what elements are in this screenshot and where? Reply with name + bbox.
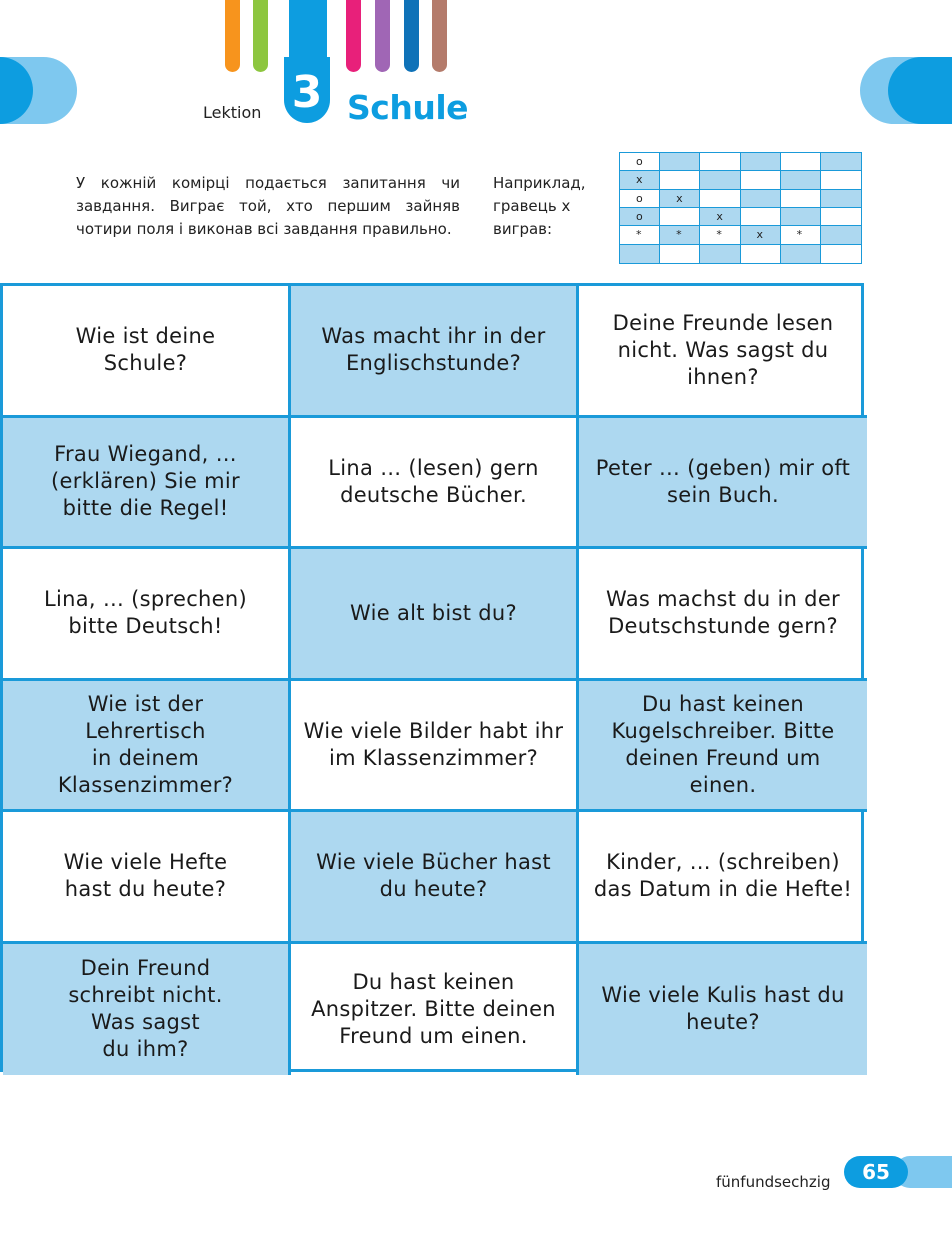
example-grid-cell: [821, 226, 861, 244]
example-grid-cell: [700, 190, 740, 208]
left-corner-tab: [0, 57, 77, 124]
stripe-green: [253, 0, 268, 72]
example-grid-cell: x: [660, 190, 700, 208]
example-grid-cell: [620, 245, 660, 263]
example-grid-cell: [660, 171, 700, 189]
example-grid-cell: o: [620, 190, 660, 208]
example-grid-cell: [700, 245, 740, 263]
board-cell: Peter … (geben) mir oft sein Buch.: [579, 418, 867, 550]
stripe-blue: [404, 0, 419, 72]
example-grid-cell: [700, 153, 740, 171]
stripe-purple: [375, 0, 390, 72]
example-label: Наприклад, гравець x виграв:: [493, 174, 586, 238]
example-grid-cell: *: [700, 226, 740, 244]
example-grid-cell: x: [700, 208, 740, 226]
board-cell: Wie ist deine Schule?: [3, 286, 291, 418]
board-cell: Kinder, … (schreiben) das Datum in die Hefte!: [579, 812, 867, 944]
example-grid-cell: x: [741, 226, 781, 244]
example-grid-cell: o: [620, 153, 660, 171]
board-cell: Wie alt bist du?: [291, 549, 579, 681]
stripe-brown: [432, 0, 447, 72]
example-grid-cell: [821, 208, 861, 226]
example-grid-cell: o: [620, 208, 660, 226]
example-grid-cell: [700, 171, 740, 189]
page-number: 65: [844, 1156, 908, 1188]
example-grid-cell: [781, 153, 821, 171]
board-cell: Wie viele Kulis hast du heute?: [579, 944, 867, 1076]
board-cell: Was macht ihr in der Englischstunde?: [291, 286, 579, 418]
board-cell: Du hast keinen Kugelschreiber. Bitte deinen Freund um einen.: [579, 681, 867, 813]
example-grid-cell: [781, 171, 821, 189]
example-grid-cell: [741, 190, 781, 208]
example-grid-cell: *: [781, 226, 821, 244]
example-grid-cell: x: [620, 171, 660, 189]
example-grid-cell: [660, 208, 700, 226]
stripe-orange: [225, 0, 240, 72]
example-grid-cell: [821, 245, 861, 263]
stripe-pink: [346, 0, 361, 72]
board-cell: Du hast keinen Anspitzer. Bitte deinen Freund um einen.: [291, 944, 579, 1076]
page-number-word: fünfundsechzig: [716, 1173, 831, 1191]
example-grid-cell: [741, 245, 781, 263]
example-grid-cell: [781, 190, 821, 208]
board-cell: Deine Freunde lesen nicht. Was sagst du ihnen?: [579, 286, 867, 418]
board-cell: Wie viele Hefte hast du heute?: [3, 812, 291, 944]
board-cell: Wie viele Bücher hast du heute?: [291, 812, 579, 944]
example-grid-cell: [821, 153, 861, 171]
right-corner-tab: [860, 57, 952, 124]
page-number-tab: [844, 1156, 952, 1188]
example-grid-cell: [660, 153, 700, 171]
board-cell: Wie viele Bilder habt ihr im Klassenzimmer?: [291, 681, 579, 813]
example-grid: [619, 152, 862, 264]
example-grid-cell: [781, 208, 821, 226]
board-cell: Wie ist der Lehrertisch in deinem Klassenzimmer?: [3, 681, 291, 813]
example-grid-cell: [741, 208, 781, 226]
example-grid-cell: [660, 245, 700, 263]
example-grid-cell: [821, 171, 861, 189]
board-cell: Lina … (lesen) gern deutsche Bücher.: [291, 418, 579, 550]
example-grid-cell: [781, 245, 821, 263]
instructions-text: У кожній комірці подається запитання чи завдання. Виграє той, хто першим зайняв чотири поля і виконав всі завдання правильно.: [76, 174, 460, 238]
game-board: [0, 283, 864, 1072]
board-cell: Frau Wiegand, … (erklären) Sie mir bitte die Regel!: [3, 418, 291, 550]
lektion-label: Lektion: [203, 103, 262, 122]
example-grid-cell: [741, 153, 781, 171]
board-cell: Dein Freund schreibt nicht. Was sagst du ihm?: [3, 944, 291, 1076]
example-grid-cell: *: [660, 226, 700, 244]
board-cell: Lina, … (sprechen) bitte Deutsch!: [3, 549, 291, 681]
lektion-title: Schule: [347, 88, 469, 127]
board-cell: Was machst du in der Deutschstunde gern?: [579, 549, 867, 681]
lektion-number-badge: 3: [284, 57, 330, 123]
example-grid-cell: [821, 190, 861, 208]
example-grid-cell: *: [620, 226, 660, 244]
example-grid-cell: [741, 171, 781, 189]
